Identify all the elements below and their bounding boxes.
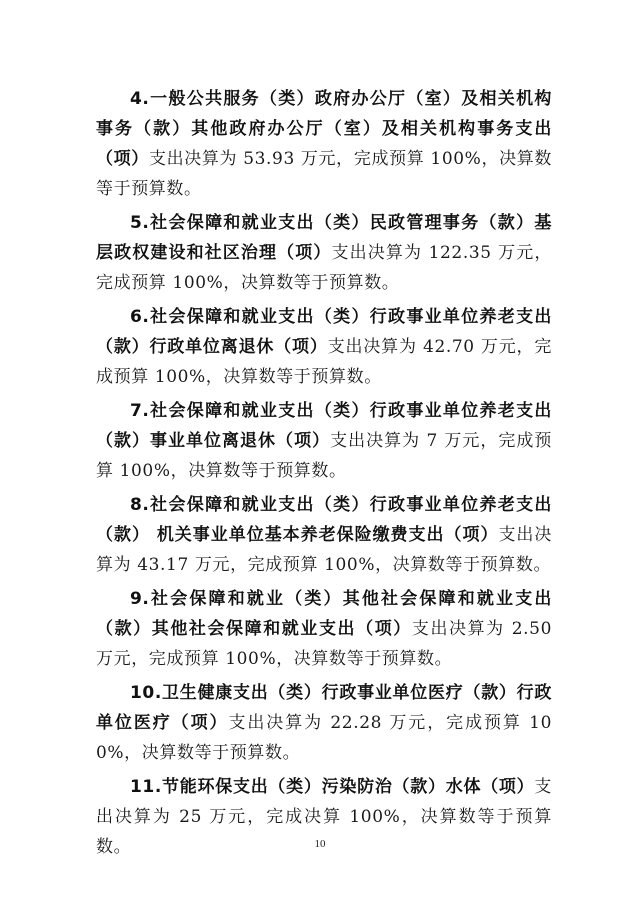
paragraph-text: 支出决算为 22.28 万元，完成预算 100%，决算数等于预算数。 xyxy=(96,713,552,763)
paragraph-text: 支出决算为 53.93 万元，完成预算 100%，决算数等于预算数。 xyxy=(96,149,552,199)
document-body xyxy=(96,84,552,866)
paragraph-heading: 6.社会保障和就业支出（类）行政事业单位养老支出（款）行政单位离退休（项） xyxy=(96,307,552,357)
paragraph-item-4 xyxy=(96,84,552,204)
paragraph-heading: 7.社会保障和就业支出（类）行政事业单位养老支出（款）事业单位离退休（项） xyxy=(96,401,552,451)
paragraph-heading: 5.社会保障和就业支出（类）民政管理事务（款）基层政权建设和社区治理（项） xyxy=(96,213,552,263)
paragraph-text: 支出决算为 43.17 万元，完成预算 100%，决算数等于预算数。 xyxy=(96,525,552,575)
paragraph-item-9 xyxy=(96,584,552,674)
paragraph-text: 支出决算为 7 万元，完成预算 100%，决算数等于预算数。 xyxy=(96,431,552,481)
paragraph-item-6 xyxy=(96,302,552,392)
paragraph-heading: 10.卫生健康支出（类）行政事业单位医疗（款）行政单位医疗（项） xyxy=(96,683,552,733)
paragraph-text: 支出决算为 122.35 万元，完成预算 100%，决算数等于预算数。 xyxy=(96,243,552,293)
paragraph-text: 支出决算为 25 万元，完成决算 100%，决算数等于预算数。 xyxy=(96,777,552,857)
paragraph-item-10 xyxy=(96,678,552,768)
paragraph-heading: 9.社会保障和就业（类）其他社会保障和就业支出（款）其他社会保障和就业支出（项） xyxy=(96,589,552,639)
page-number: 10 xyxy=(314,838,326,850)
paragraph-item-7 xyxy=(96,396,552,486)
paragraph-text: 支出决算为 42.70 万元，完成预算 100%，决算数等于预算数。 xyxy=(96,337,552,387)
paragraph-heading: 4.一般公共服务（类）政府办公厅（室）及相关机构事务（款）其他政府办公厅（室）及相关机构事务支出（项） xyxy=(96,89,552,169)
paragraph-heading: 8.社会保障和就业支出（类）行政事业单位养老支出（款） 机关事业单位基本养老保险缴费支出（项） xyxy=(96,495,552,545)
paragraph-item-5 xyxy=(96,208,552,298)
paragraph-item-8 xyxy=(96,490,552,580)
paragraph-text: 支出决算为 2.50 万元，完成预算 100%，决算数等于预算数。 xyxy=(96,619,552,669)
paragraph-heading: 11.节能环保支出（类）污染防治（款）水体（项） xyxy=(130,777,535,797)
